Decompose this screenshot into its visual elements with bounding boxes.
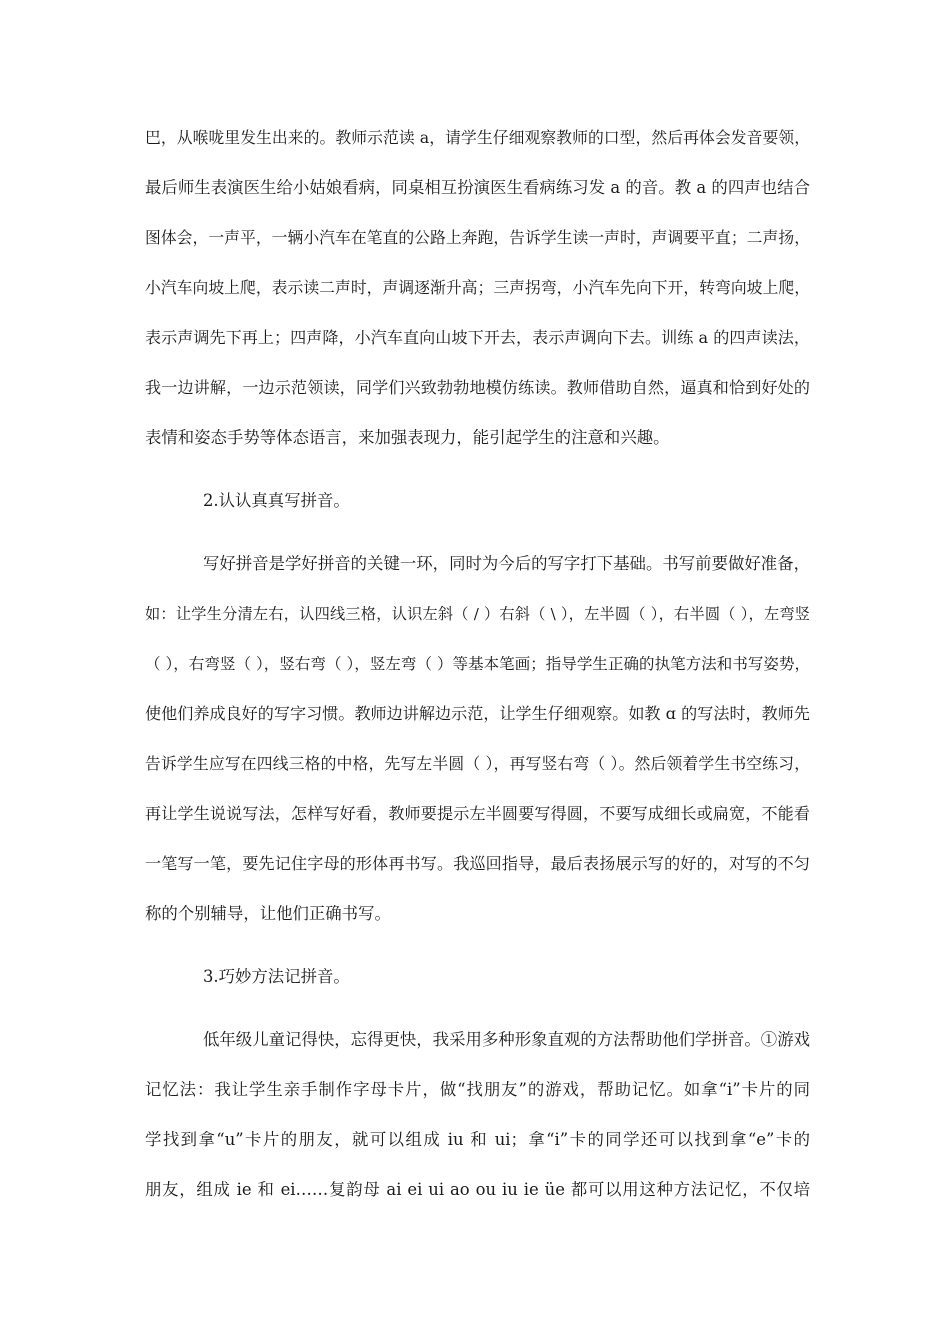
paragraph-line: 称的个别辅导，让他们正确书写。	[145, 904, 391, 923]
paragraph-line: 小汽车向坡上爬，表示读二声时，声调逐渐升高；三声拐弯，小汽车先向下开，转弯向坡上爬，	[145, 278, 810, 297]
paragraph-line: 表示声调先下再上；四声降，小汽车直向山坡下开去，表示声调向下去。训练 a 的四声读法，	[145, 328, 810, 347]
paragraph-line: （ ），右弯竖（ ），竖右弯（ ），竖左弯（ ）等基本笔画；指导学生正确的执笔方法和书写姿势，	[145, 655, 810, 673]
paragraph-line: 最后师生表演医生给小姑娘看病，同桌相互扮演医生看病练习发 a 的音。教 a 的四声也结合	[145, 178, 810, 197]
paragraph-line: 再让学生说说写法，怎样写好看，教师要提示左半圆要写得圆，不要写成细长或扁宽，不能看	[145, 804, 810, 823]
section-heading: 3.巧妙方法记拼音。	[203, 967, 350, 986]
paragraph-line: 写好拼音是学好拼音的关键一环，同时为今后的写字打下基础。书写前要做好准备，	[203, 554, 810, 573]
paragraph-line: 使他们养成良好的写字习惯。教师边讲解边示范，让学生仔细观察。如教 ɑ 的写法时，教师先	[145, 704, 810, 723]
paragraph-line: 表情和姿态手势等体态语言，来加强表现力，能引起学生的注意和兴趣。	[145, 428, 670, 447]
paragraph-line: 朋友，组成 ie 和 ei……复韵母 ai ei ui ao ou iu ie üe 都可以用这种方法记忆，不仅培	[145, 1180, 810, 1199]
section-heading: 2.认认真真写拼音。	[203, 491, 350, 510]
paragraph-line: 我一边讲解，一边示范领读，同学们兴致勃勃地模仿练读。教师借助自然，逼真和恰到好处的	[145, 378, 810, 397]
paragraph-line: 低年级儿童记得快，忘得更快，我采用多种形象直观的方法帮助他们学拼音。①游戏	[203, 1030, 810, 1049]
paragraph-line: 告诉学生应写在四线三格的中格，先写左半圆（ ），再写竖右弯（ ）。然后领着学生书空练习，	[145, 754, 810, 773]
paragraph-line: 记忆法：我让学生亲手制作字母卡片，做“找朋友”的游戏，帮助记忆。如拿“i”卡片的同	[145, 1080, 810, 1099]
paragraph-line: 学找到拿“u”卡片的朋友，就可以组成 iu 和 ui；拿“i”卡的同学还可以找到拿“e”卡的	[145, 1130, 811, 1149]
paragraph-line: 一笔写一笔，要先记住字母的形体再书写。我巡回指导，最后表扬展示写的好的，对写的不匀	[145, 854, 810, 873]
paragraph-line: 巴，从喉咙里发生出来的。教师示范读 a，请学生仔细观察教师的口型，然后再体会发音要领，	[145, 128, 810, 147]
paragraph-line: 图体会，一声平，一辆小汽车在笔直的公路上奔跑，告诉学生读一声时，声调要平直；二声扬，	[145, 228, 810, 247]
paragraph-line: 如：让学生分清左右，认四线三格，认识左斜（ / ）右斜（ \ ），左半圆（ ），右半圆（ ），左弯竖	[145, 605, 810, 623]
